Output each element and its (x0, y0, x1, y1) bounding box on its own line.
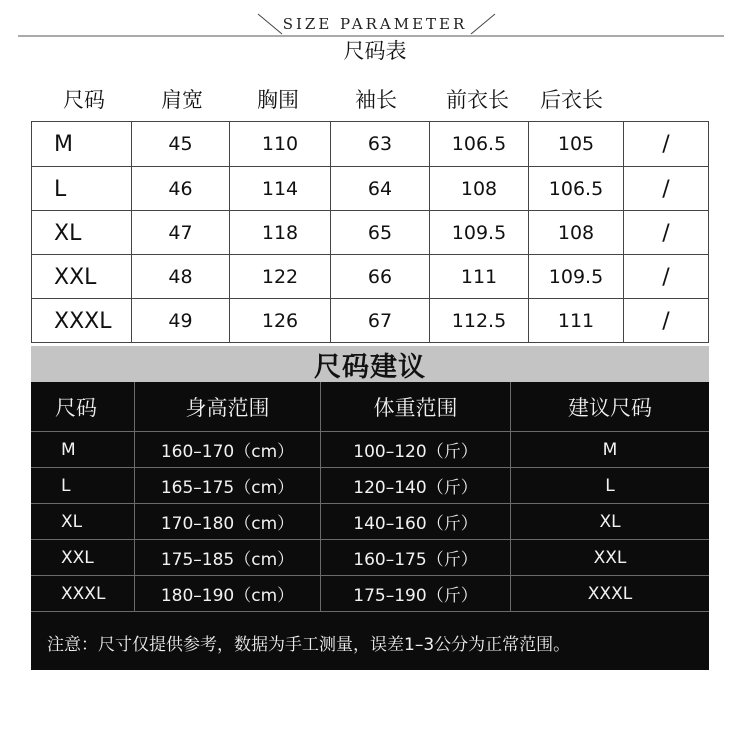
extra-cell: / (662, 308, 670, 334)
sleeve-cell: 63 (367, 133, 393, 155)
column-header-back-length: 后衣长 (540, 88, 603, 112)
table-row (31, 540, 709, 576)
back-length-cell: 105 (557, 133, 595, 155)
chest-cell: 118 (261, 222, 299, 244)
table-row (31, 468, 709, 504)
weight-range-cell: 100–120（斤） (353, 442, 478, 462)
height-range-cell: 180–190（cm） (160, 586, 295, 606)
header-title-chinese: 尺码表 (343, 39, 407, 63)
measurement-note: 注意：尺寸仅提供参考，数据为手工测量，误差1–3公分为正常范围。 (47, 635, 571, 655)
extra-cell: / (662, 264, 670, 290)
table-row (31, 504, 709, 540)
size-cell: XXL (61, 547, 94, 568)
column-header-shoulder: 肩宽 (161, 88, 203, 112)
suggested-size-cell: M (602, 439, 618, 460)
table-row (32, 298, 708, 343)
front-length-cell: 108 (460, 178, 498, 200)
extra-cell: / (662, 220, 670, 246)
size-cell: XXXL (61, 583, 106, 604)
front-length-cell: 106.5 (451, 133, 507, 155)
back-length-cell: 108 (557, 222, 595, 244)
size-cell: XL (61, 511, 83, 532)
table-row (31, 432, 709, 468)
table-row (31, 576, 709, 612)
front-length-cell: 112.5 (451, 310, 507, 332)
column-header-weight: 体重范围 (373, 395, 458, 420)
extra-cell: / (662, 176, 670, 202)
table-row (32, 122, 708, 166)
weight-range-cell: 140–160（斤） (353, 514, 478, 534)
shoulder-cell: 46 (168, 178, 193, 200)
column-header-size: 尺码 (55, 395, 97, 420)
sleeve-cell: 65 (367, 222, 393, 244)
chest-cell: 122 (261, 266, 299, 288)
back-length-cell: 106.5 (548, 178, 604, 200)
column-header-sleeve: 袖长 (355, 88, 397, 112)
header-title-english: SIZE PARAMETER (282, 15, 468, 33)
table-row (32, 210, 708, 255)
suggested-size-cell: XXL (593, 547, 627, 568)
shoulder-cell: 49 (168, 310, 193, 332)
column-header-height: 身高范围 (185, 395, 270, 420)
size-cell: L (61, 475, 71, 496)
recommendation-header-row (31, 382, 709, 432)
size-cell: XL (54, 220, 82, 246)
shoulder-cell: 45 (168, 133, 193, 155)
column-header-chest: 胸围 (257, 88, 299, 112)
shoulder-cell: 48 (168, 266, 193, 288)
column-header-front-length: 前衣长 (446, 88, 509, 112)
height-range-cell: 160–170（cm） (160, 442, 295, 462)
height-range-cell: 175–185（cm） (160, 550, 295, 570)
table-row (32, 166, 708, 211)
height-range-cell: 170–180（cm） (160, 514, 295, 534)
size-cell: XXXL (54, 308, 112, 334)
chest-cell: 110 (261, 133, 299, 155)
suggested-size-cell: XL (599, 511, 621, 532)
suggested-size-cell: L (605, 475, 615, 496)
weight-range-cell: 120–140（斤） (353, 478, 478, 498)
weight-range-cell: 160–175（斤） (353, 550, 478, 570)
back-length-cell: 109.5 (548, 266, 604, 288)
sleeve-cell: 67 (367, 310, 393, 332)
back-length-cell: 111 (557, 310, 595, 332)
recommendation-table (31, 382, 709, 670)
table-row (32, 254, 708, 299)
suggested-size-cell: XXXL (587, 583, 633, 604)
weight-range-cell: 175–190（斤） (353, 586, 478, 606)
column-header-size: 尺码 (63, 88, 105, 112)
extra-cell: / (662, 131, 670, 157)
front-length-cell: 109.5 (451, 222, 507, 244)
column-header-suggested-size: 建议尺码 (568, 395, 652, 420)
front-length-cell: 111 (460, 266, 498, 288)
size-cell: M (54, 131, 73, 157)
size-cell: M (61, 439, 76, 460)
height-range-cell: 165–175（cm） (160, 478, 295, 498)
size-cell: L (54, 176, 67, 202)
size-table (31, 121, 709, 343)
sleeve-cell: 64 (367, 178, 393, 200)
size-cell: XXL (54, 264, 97, 290)
recommendation-title: 尺码建议 (31, 346, 709, 382)
shoulder-cell: 47 (168, 222, 193, 244)
chest-cell: 126 (261, 310, 299, 332)
sleeve-cell: 66 (367, 266, 393, 288)
chest-cell: 114 (261, 178, 299, 200)
